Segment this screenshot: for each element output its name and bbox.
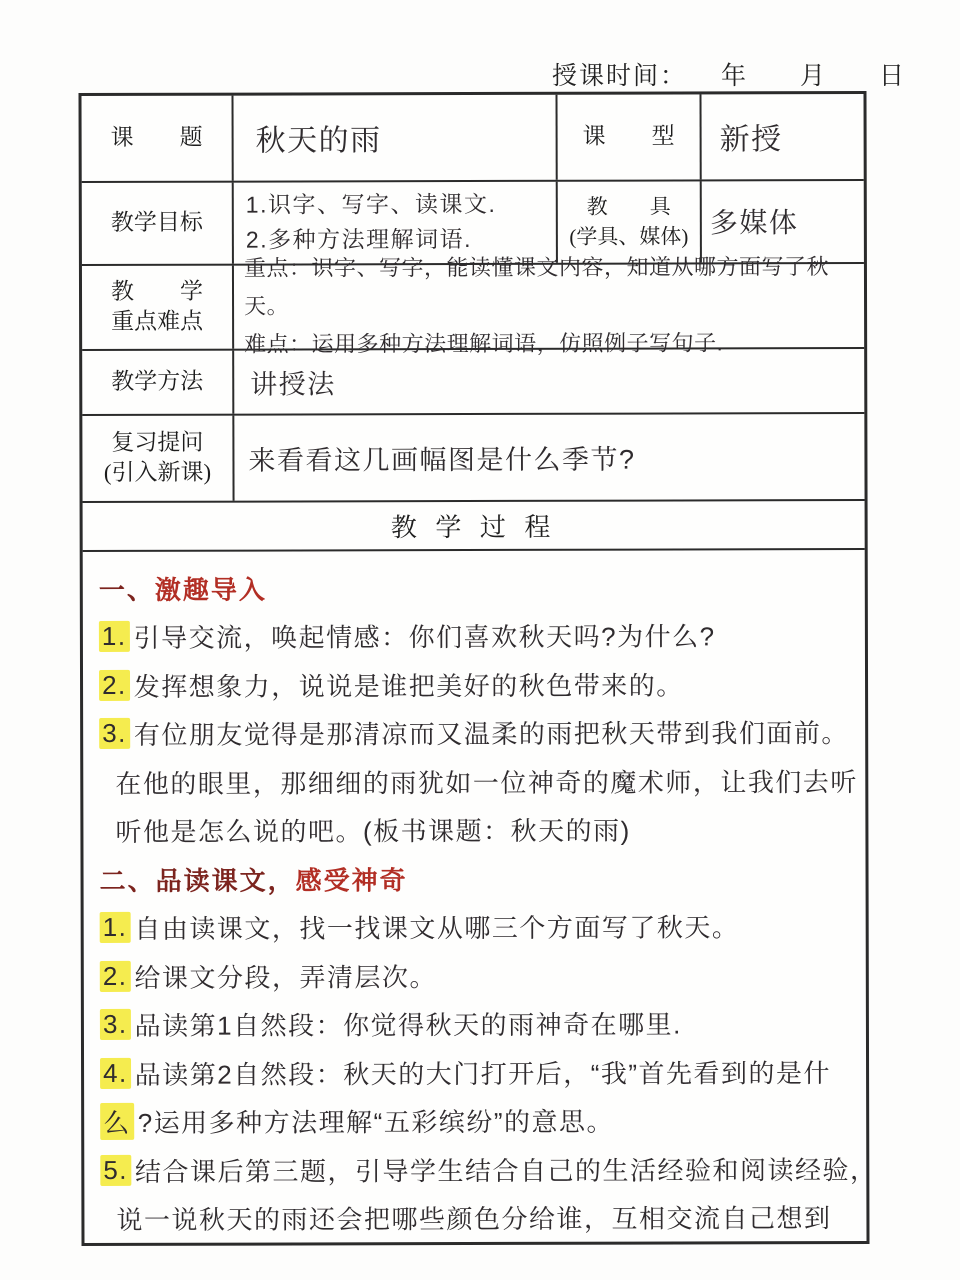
aids-value: 多媒体 xyxy=(709,207,799,239)
aids-label-line-2: (学具、媒体) xyxy=(569,224,689,250)
form-row-process-header xyxy=(83,501,865,552)
review-label-line-1: 复习提问 xyxy=(111,429,204,456)
process-item xyxy=(100,998,858,1048)
highlighted-item-number: 5. xyxy=(100,1155,131,1186)
item-text: 发挥想象力，说说是谁把美好的秋色带来的。 xyxy=(133,670,684,702)
process-item xyxy=(99,659,857,709)
highlighted-item-number: 2. xyxy=(99,670,130,701)
heading-text: 激趣导入 xyxy=(154,574,267,605)
key-points-label xyxy=(82,265,234,348)
key-points-label-line-2: 重点难点 xyxy=(111,308,204,335)
process-header: 教 学 过 程 xyxy=(390,512,557,543)
review-label-line-2: (引入新课) xyxy=(103,459,212,486)
item-text: 自由读课文，找一找课文从哪三个方面写了秋天。 xyxy=(134,912,740,945)
process-item-continuation xyxy=(100,1192,858,1242)
item-text: 说一说秋天的雨还会把哪些颜色分给谁，互相交流自己想到 xyxy=(116,1203,832,1236)
process-item-continuation xyxy=(99,756,857,806)
form-row-method xyxy=(82,349,864,416)
topic-value: 秋天的雨 xyxy=(233,95,557,181)
process-item xyxy=(100,1144,878,1194)
heading-prefix: 一、 xyxy=(98,574,155,605)
lesson-time-header xyxy=(552,58,907,90)
process-item xyxy=(100,1047,858,1097)
lesson-plan-form xyxy=(78,91,878,1246)
heading-text: 感受神奇 xyxy=(295,864,408,896)
objectives-line-2: 2.多种方法理解词语. xyxy=(245,226,472,253)
course-type-value: 新授 xyxy=(719,123,783,157)
year-label: 年 xyxy=(721,63,749,90)
key-points-line-2: 难点：运用多种方法理解词语，仿照例子写句子. xyxy=(244,330,724,357)
highlighted-item-number: 3. xyxy=(99,718,130,749)
heading-prefix: 二、品读课文， xyxy=(99,865,296,896)
item-text: ?运用多种方法理解“五彩缤纷”的意思。 xyxy=(137,1106,615,1139)
highlighted-item-number: 1. xyxy=(100,912,131,943)
item-text: 给课文分段，弄清层次。 xyxy=(134,961,438,993)
process-item-continuation xyxy=(99,804,857,854)
item-text: 引导交流，唤起情感：你们喜欢秋天吗?为什么? xyxy=(133,621,716,654)
form-row-process-content xyxy=(83,550,878,1243)
highlighted-character: 么 xyxy=(100,1103,134,1140)
objectives-label: 教学目标 xyxy=(82,182,234,263)
process-heading-1 xyxy=(99,562,857,612)
item-text: 结合课后第三题，引导学生结合自己的生活经验和阅读经验， xyxy=(134,1154,878,1187)
lesson-time-label: 授课时间： xyxy=(552,63,688,90)
item-text: 品读第1自然段：你觉得秋天的雨神奇在哪里. xyxy=(134,1009,682,1042)
form-row-review xyxy=(82,414,864,503)
review-value: 来看看这几画幅图是什么季节? xyxy=(248,444,636,476)
form-row-topic xyxy=(81,94,863,183)
review-label xyxy=(82,415,234,500)
process-item xyxy=(100,950,858,1000)
process-content xyxy=(83,550,878,1243)
key-points-label-line-1: 教 学 xyxy=(110,278,204,305)
process-item xyxy=(99,610,857,660)
topic-label: 课 题 xyxy=(81,96,233,181)
item-text: 品读第2自然段：秋天的大门打开后，“我”首先看到的是什 xyxy=(134,1057,832,1090)
item-text: 在他的眼里，那细细的雨犹如一位神奇的魔术师，让我们去听 xyxy=(115,766,858,799)
process-item-continuation xyxy=(100,1095,858,1145)
course-type-label: 课 型 xyxy=(557,94,701,179)
key-points-value xyxy=(234,254,864,357)
aids-label-line-1: 教 具 xyxy=(586,194,671,219)
highlighted-item-number: 1. xyxy=(99,621,130,652)
day-label: 日 xyxy=(879,63,907,90)
form-row-key-points xyxy=(82,254,864,357)
method-label: 教学方法 xyxy=(82,350,234,414)
objectives-line-1: 1.识字、写字、读课文. xyxy=(245,191,497,218)
method-value: 讲授法 xyxy=(250,369,336,400)
process-item xyxy=(99,707,857,757)
process-item xyxy=(100,901,858,951)
item-text: 听他是怎么说的吧。(板书课题：秋天的雨) xyxy=(115,815,631,848)
highlighted-item-number: 2. xyxy=(100,961,131,992)
process-heading-2 xyxy=(99,853,857,903)
highlighted-item-number: 3. xyxy=(100,1009,131,1040)
month-label: 月 xyxy=(800,63,828,90)
item-text: 有位朋友觉得是那清凉而又温柔的雨把秋天带到我们面前。 xyxy=(133,718,849,751)
key-points-line-1: 重点：识字、写字，能读懂课文内容，知道从哪方面写了秋天。 xyxy=(243,254,829,319)
highlighted-item-number: 4. xyxy=(100,1058,131,1089)
